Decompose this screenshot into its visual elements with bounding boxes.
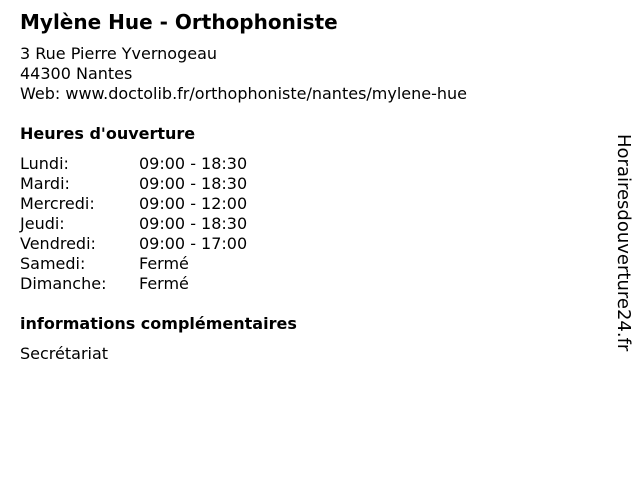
hours-row-monday	[20, 154, 340, 174]
hours-row-thursday	[20, 214, 340, 234]
time-value: 09:00 - 12:00	[139, 194, 248, 213]
business-name: Mylène Hue - Orthophoniste	[20, 10, 338, 34]
day-label: Dimanche:	[20, 274, 107, 293]
day-label: Jeudi:	[20, 214, 65, 233]
business-address	[20, 44, 467, 104]
website-line: Web: www.doctolib.fr/orthophoniste/nantes/mylene-hue	[20, 84, 468, 103]
time-value: 09:00 - 18:30	[139, 154, 248, 173]
time-value: Fermé	[139, 274, 189, 293]
day-label: Mercredi:	[20, 194, 95, 213]
day-label: Mardi:	[20, 174, 70, 193]
time-value: 09:00 - 18:30	[139, 174, 248, 193]
time-value: 09:00 - 17:00	[139, 234, 248, 253]
hours-row-tuesday	[20, 174, 340, 194]
hours-row-sunday	[20, 274, 340, 294]
additional-info-text: Secrétariat	[20, 344, 109, 363]
address-street: 3 Rue Pierre Yvernogeau	[20, 44, 218, 63]
address-city: 44300 Nantes	[20, 64, 133, 83]
hours-row-wednesday	[20, 194, 340, 214]
site-watermark: Horairesdouverture24.fr	[613, 134, 634, 352]
time-value: Fermé	[139, 254, 189, 273]
hours-row-friday	[20, 234, 340, 254]
additional-info-heading: informations complémentaires	[20, 314, 297, 333]
opening-hours-heading: Heures d'ouverture	[20, 124, 196, 143]
hours-row-saturday	[20, 254, 340, 274]
day-label: Vendredi:	[20, 234, 96, 253]
day-label: Lundi:	[20, 154, 69, 173]
opening-hours-list	[20, 154, 340, 294]
time-value: 09:00 - 18:30	[139, 214, 248, 233]
day-label: Samedi:	[20, 254, 86, 273]
